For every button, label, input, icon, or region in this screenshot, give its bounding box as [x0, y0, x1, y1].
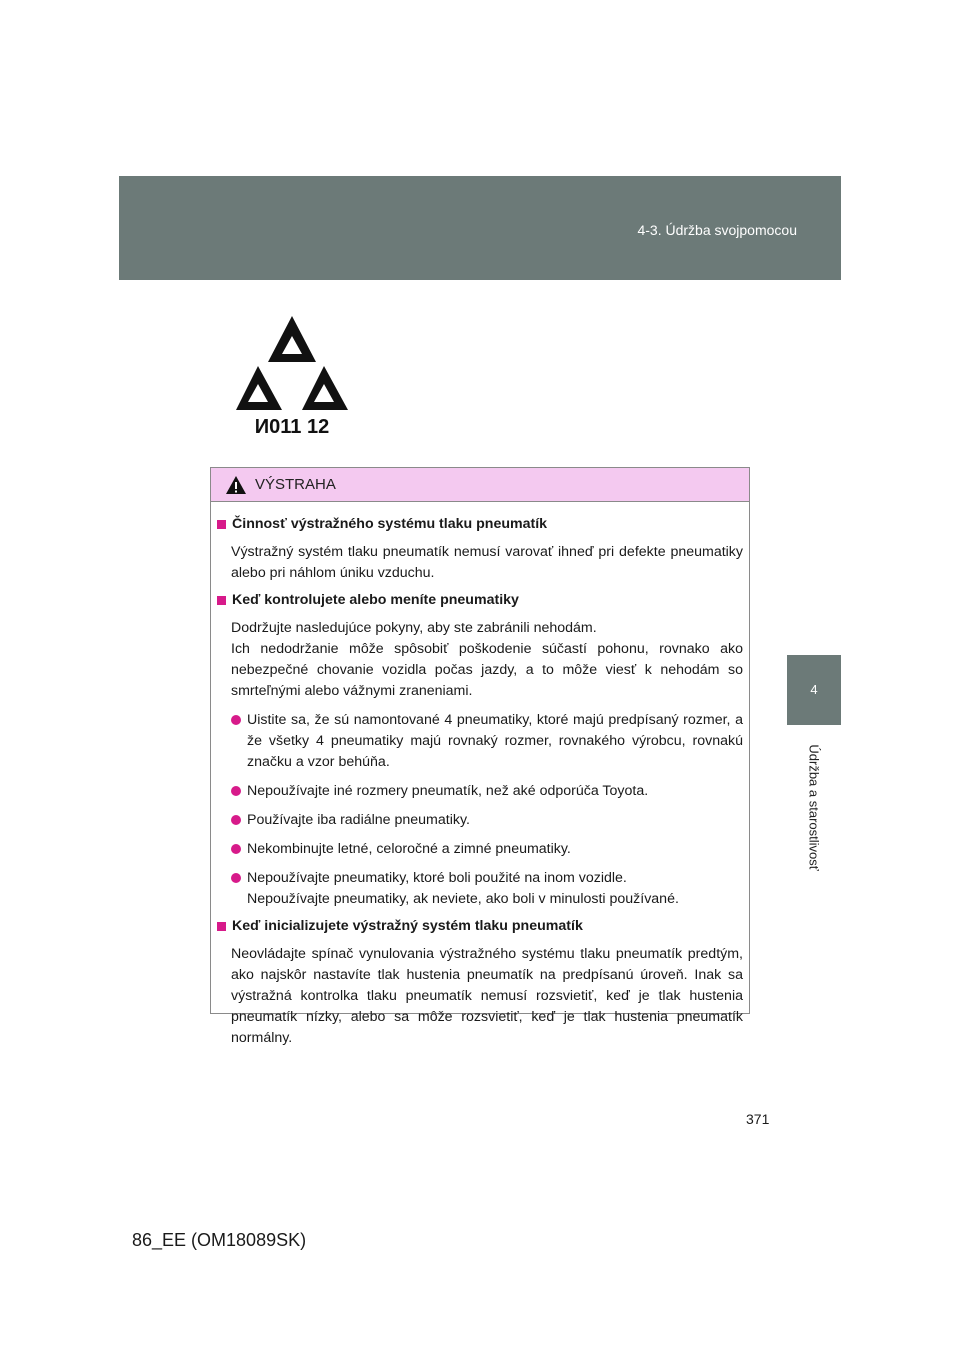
warning-box [210, 467, 750, 1046]
list-item: Uistite sa, že sú namontované 4 pneumatiky, ktoré majú predpísaný rozmer, a že všetky 4 pneumatiky majú rovnaký rozmer, rovnakého výrobcu, rovnakú značku a vzor behúňa. [231, 710, 743, 773]
section-heading: Činnosť výstražného systému tlaku pneumatík [217, 514, 743, 535]
warning-triangle-icon [225, 475, 247, 495]
list-item: Nepoužívajte pneumatiky, ktoré boli použité na inom vozidle. Nepoužívajte pneumatiky, ak neviete, ako boli v minulosti používané. [231, 868, 743, 910]
square-bullet-icon [217, 596, 226, 605]
list-item: Nepoužívajte iné rozmery pneumatík, než aké odporúča Toyota. [231, 781, 743, 802]
right-triangle-icon [302, 366, 348, 410]
page-number: 371 [746, 1111, 770, 1127]
chapter-title-text: Údržba a starostlivosť [806, 743, 822, 871]
section-text: Neovládajte spínač vynulovania výstražného systému tlaku pneumatík predtým, ako najskôr nastavíte tlak hustenia pneumatík na predpísanú úroveň. Inak sa výstražná kontrolka tlaku pneumatík nemusí rozsvietiť, keď je tlak hustenia pneumatík nízky, alebo sa môže rozsvietiť, keď je tlak hustenia pneumatík normálny. [231, 946, 743, 1046]
warning-title: VÝSTRAHA [255, 476, 336, 493]
square-bullet-icon [217, 520, 226, 529]
recycling-mark-logo [230, 312, 354, 438]
left-triangle-icon [236, 366, 282, 410]
dot-bullet-icon [231, 715, 241, 725]
section-title: 4-3. Údržba svojpomocou [637, 222, 797, 238]
dot-bullet-icon [231, 786, 241, 796]
warning-header [211, 468, 749, 502]
dot-bullet-icon [231, 844, 241, 854]
section-text: Výstražný systém tlaku pneumatík nemusí varovať ihneď pri defekte pneumatiky alebo pri náhlom úniku vzduchu. [231, 544, 743, 581]
list-item: Používajte iba radiálne pneumatiky. [231, 810, 743, 831]
section-heading: Keď inicializujete výstražný systém tlaku pneumatík [217, 916, 743, 937]
logo-caption: И011 12 [254, 416, 330, 438]
dot-bullet-icon [231, 873, 241, 883]
top-triangle-icon [268, 316, 316, 362]
square-bullet-icon [217, 922, 226, 931]
dot-bullet-icon [231, 815, 241, 825]
chapter-side-title [787, 732, 841, 882]
chapter-tab: 4 [787, 655, 841, 725]
header-band [119, 176, 841, 280]
triangle-marks [236, 316, 348, 410]
section-text: Dodržujte nasledujúce pokyny, aby ste zabránili nehodám. Ich nedodržanie môže spôsobiť poškodenie súčastí pohonu, rovnako ako nebezpečné chovanie vozidla počas jazdy, a to môže viesť k nehodám so smrteľnými alebo vážnymi zraneniami. [231, 620, 743, 699]
document-code: 86_EE (OM18089SK) [132, 1230, 307, 1250]
list-item: Nekombinujte letné, celoročné a zimné pneumatiky. [231, 839, 743, 860]
section-heading: Keď kontrolujete alebo meníte pneumatiky [217, 590, 743, 611]
warning-body [211, 502, 749, 1049]
